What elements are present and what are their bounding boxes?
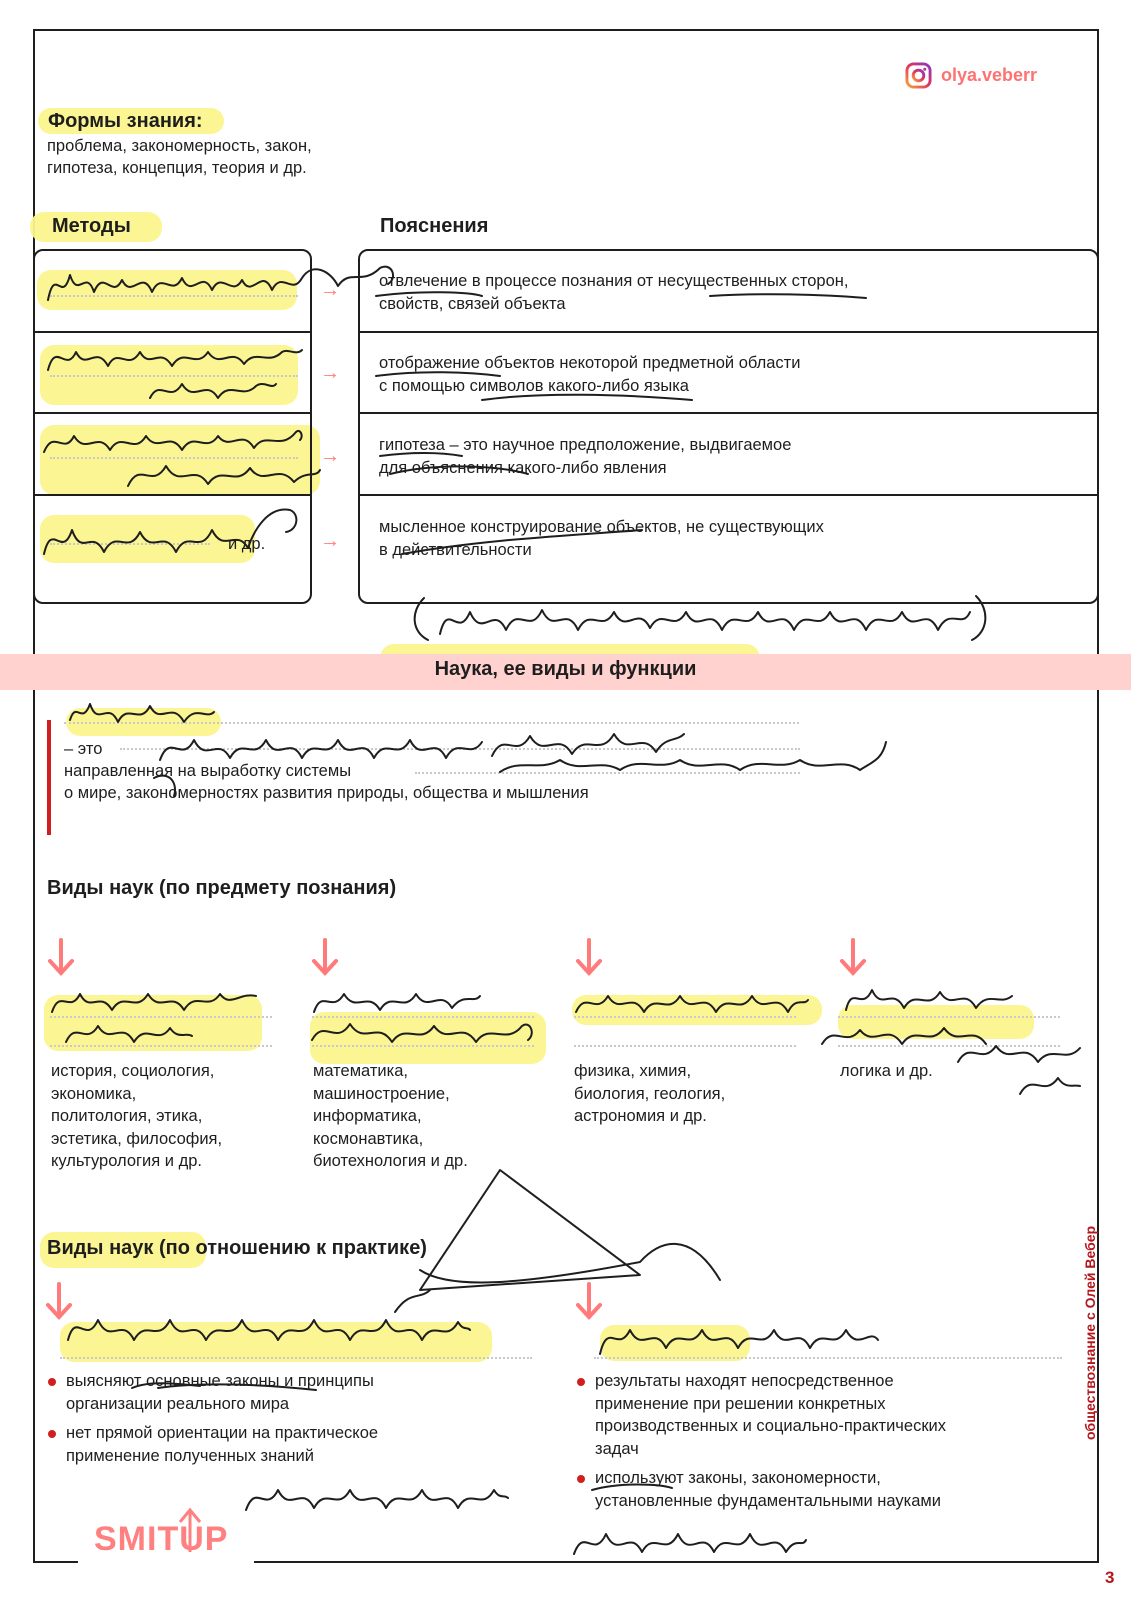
kinds-by-practice-title: Виды наук (по отношению к практике) [47,1237,427,1259]
explanation-line: в действительности [379,540,532,559]
definition-line-2: направленная на выработку системы [64,762,352,780]
arrow-down-icon [838,938,868,978]
explanations-header: Пояснения [380,215,489,237]
method-etc-label: и др. [228,535,266,553]
subject-column-1 [51,1060,222,1173]
practice-line: нет прямой ориентации на практическое [66,1424,379,1442]
bullet-dot [48,1378,56,1386]
practice-line: производственных и социально-практических [595,1417,947,1435]
arrow-right-icon: → [320,445,340,467]
practice-line: применение при решении конкретных [595,1394,886,1413]
practice-writing-line [60,1357,532,1359]
instagram-handle[interactable] [905,62,1037,89]
practice-writing-line [594,1357,1062,1359]
page-number: 3 [1105,1568,1115,1587]
arrow-right-icon: → [320,530,340,552]
subject-writing-line [312,1016,534,1018]
kinds-by-subject-title: Виды наук (по предмету познания) [47,877,397,899]
subject-list-item: биология, геология, [574,1084,726,1103]
subject-list-item: физика, химия, [574,1062,692,1080]
forms-line-2: гипотеза, концепция, теория и др. [47,159,307,177]
practice-line: выясняют основные законы и принципы [66,1372,374,1390]
highlight-subject-4 [838,1005,1034,1039]
practice-line: используют законы, закономерности, [595,1469,881,1487]
row-divider [358,412,1099,414]
bullet-dot [577,1378,585,1386]
subject-writing-line [312,1045,534,1047]
arrow-down-icon [574,938,604,978]
bullet-dot [48,1430,56,1438]
forms-title-text: Формы знания [48,110,196,132]
explanation-row-3 [379,434,791,479]
subject-column-2 [313,1060,468,1173]
practice-line: применение полученных знаний [66,1446,314,1465]
explanation-row-4 [379,516,824,561]
section-title: Наука, ее виды и функции [434,658,697,680]
subject-list-item: космонавтика, [313,1129,424,1148]
forms-title [48,110,203,133]
side-label: обществознание с Олей Вебер [1082,1225,1098,1440]
method-writing-line [50,295,298,297]
instagram-icon [905,62,932,89]
subject-list-item: эстетика, философия, [51,1129,223,1148]
method-writing-line [50,457,298,459]
highlight-practice-left [60,1322,492,1362]
highlight-subject-2 [310,1012,546,1064]
explanation-line: с помощью символов какого-либо языка [379,376,689,395]
practice-left-item-2 [66,1422,378,1467]
method-writing-line [50,375,298,377]
subject-column-4 [840,1060,933,1083]
practice-line: результаты находят непосредственное [595,1372,894,1390]
row-divider [33,494,312,496]
arrow-down-icon [574,1282,604,1322]
subject-writing-line [838,1016,1060,1018]
row-divider [358,494,1099,496]
instagram-handle-text: olya.veberr [941,65,1038,85]
arrow-down-icon [46,938,76,978]
subject-list-item: астрономия и др. [574,1107,707,1125]
methods-column [33,249,312,604]
subject-writing-line [50,1016,272,1018]
highlight-subject-1 [44,995,262,1051]
row-divider [358,331,1099,333]
practice-line: задач [595,1439,639,1458]
explanation-line: отображение объектов некоторой предметной области [379,354,801,372]
explanation-row-2 [379,352,800,397]
subject-list-item: культурология и др. [51,1152,202,1170]
subject-list-item: экономика, [51,1084,137,1103]
method-writing-line [50,543,210,545]
practice-right-item-2 [595,1467,941,1512]
practice-right-item-1 [595,1370,946,1460]
bullet-dot [577,1475,585,1483]
subject-list-item: политология, этика, [51,1107,203,1125]
arrow-down-icon [310,938,340,978]
methods-header: Методы [52,215,131,237]
subject-column-3 [574,1060,725,1128]
definition-accent-bar [47,720,51,835]
practice-left-item-1 [66,1370,374,1415]
practice-line: организации реального мира [66,1394,290,1413]
highlight-practice-right [600,1325,750,1361]
definition-writing-line [415,772,800,774]
arrow-right-icon: → [320,279,340,301]
subject-list-item: история, социология, [51,1062,215,1080]
forms-line-1: проблема, закономерность, закон, [47,137,312,155]
subject-list-item: логика и др. [840,1062,933,1080]
explanation-line: гипотеза – это научное предположение, выдвигаемое [379,436,792,454]
definition-writing-line [64,722,799,724]
row-divider [33,331,312,333]
explanation-row-1 [379,270,849,315]
definition-line-3: о мире, закономерностях развития природы, общества и мышления [64,784,589,802]
practice-line: установленные фундаментальными науками [595,1491,941,1510]
subject-list-item: математика, [313,1062,408,1080]
explanation-line: свойств, связей объекта [379,294,566,313]
definition-dash: – это [64,740,103,758]
arrow-right-icon: → [320,362,340,384]
subject-list-item: машиностроение, [313,1084,450,1103]
definition-writing-line [120,748,800,750]
subject-writing-line [838,1045,1060,1047]
subject-writing-line [50,1045,272,1047]
forms-title-colon: : [195,110,203,132]
row-divider [33,412,312,414]
subject-list-item: информатика, [313,1107,422,1125]
highlight-subject-3 [572,995,822,1025]
explanation-line: мысленное конструирование объектов, не существующих [379,518,824,536]
arrow-down-icon [44,1282,74,1322]
explanation-line: отвлечение в процессе познания от несущественных сторон, [379,272,849,290]
subject-writing-line [574,1016,796,1018]
smitup-logo: SMITUP [94,1520,229,1558]
explanation-line: для объяснения какого-либо явления [379,458,667,477]
subject-writing-line [574,1045,796,1047]
subject-list-item: биотехнология и др. [313,1152,468,1170]
